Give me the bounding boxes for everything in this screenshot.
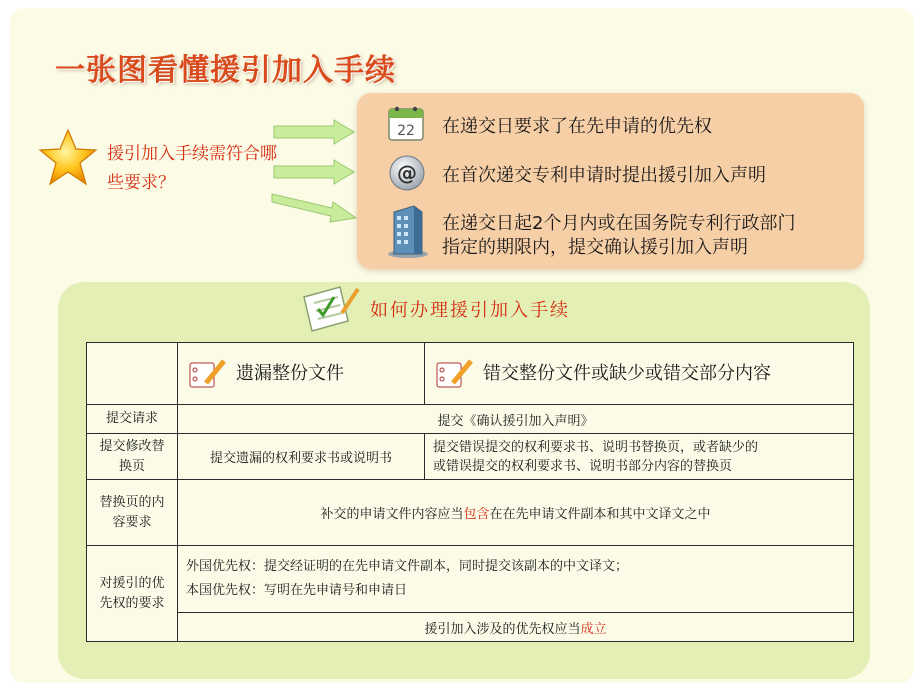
- row-label-line: 替换页的内: [99, 494, 165, 510]
- header-wrong-file: [425, 343, 854, 405]
- cell-submit-value: 提交《确认援引加入声明》: [178, 405, 854, 434]
- requirement-text-2: 在首次递交专利申请时提出援引加入声明: [442, 165, 766, 186]
- calendar-day: 22: [397, 123, 415, 139]
- row-label-line: 对援引的优: [99, 575, 165, 591]
- header-missing-whole-file: [178, 343, 425, 405]
- building-icon: [386, 204, 430, 258]
- pencil-icon: [186, 357, 226, 391]
- row-label-line: 先权的要求: [99, 595, 165, 611]
- cell-line: 提交错误提交的权利要求书、说明书替换页，或者缺少的: [433, 439, 759, 455]
- cell-replacement-missing: 提交遗漏的权利要求书或说明书: [178, 434, 425, 480]
- cell-content-requirement: [178, 480, 854, 546]
- row-label-priority: [87, 546, 178, 642]
- table-header-row: [87, 343, 854, 405]
- highlight-text: 包含: [463, 507, 490, 522]
- text-part: 在在先申请文件副本和其中文译文之中: [489, 507, 711, 522]
- page-title: 一张图看懂援引加入手续: [55, 53, 396, 88]
- how-to-title: 如何办理援引加入手续: [370, 300, 570, 321]
- table-row: [87, 546, 854, 613]
- cell-replacement-wrong: [425, 434, 854, 480]
- star-icon: [38, 128, 98, 188]
- requirement-text-3-line2: 指定的期限内，提交确认援引加入声明: [442, 237, 748, 258]
- calendar-icon: [386, 103, 426, 143]
- table-corner: [87, 343, 178, 405]
- row-label-line: 换页: [118, 458, 145, 474]
- row-label-line: 容要求: [112, 514, 152, 530]
- domestic-priority-text: 本国优先权：写明在先申请号和申请日: [186, 583, 408, 598]
- text-part: 补交的申请文件内容应当: [320, 507, 464, 522]
- at-sign-icon: [388, 154, 426, 192]
- row-label-line: 提交修改替: [99, 438, 165, 454]
- table-row: [87, 480, 854, 546]
- foreign-priority-text: 外国优先权：提交经证明的在先申请文件副本，同时提交该副本的中文译文；: [186, 559, 629, 574]
- question-text: 援引加入手续需符合哪些要求？: [107, 144, 277, 193]
- arrow-icon: [272, 118, 356, 146]
- procedure-table: [86, 342, 854, 642]
- cell-priority-valid: [178, 613, 854, 642]
- row-label-replacement: [87, 434, 178, 480]
- header-label-1: 遗漏整份文件: [236, 362, 344, 384]
- requirement-text-3: [442, 212, 795, 260]
- cell-line: 或错误提交的权利要求书、说明书部分内容的替换页: [433, 458, 733, 474]
- row-label-content: [87, 480, 178, 546]
- table-row: [87, 434, 854, 480]
- at-glyph: @: [397, 161, 417, 185]
- pencil-icon: [433, 357, 473, 391]
- checklist-icon: [300, 283, 360, 335]
- arrow-icon: [272, 158, 356, 186]
- highlight-text: 成立: [580, 621, 607, 637]
- cell-priority-details: [178, 546, 854, 613]
- text-part: 援引加入涉及的优先权应当: [424, 621, 581, 637]
- table-row: [87, 405, 854, 434]
- arrow-icon: [270, 186, 360, 226]
- row-label-submit: 提交请求: [87, 405, 178, 434]
- table-row: [87, 613, 854, 642]
- requirement-text-1: 在递交日要求了在先申请的优先权: [442, 116, 712, 137]
- requirement-text-3-line1: 在递交日起2个月内或在国务院专利行政部门: [442, 213, 796, 234]
- header-label-2: 错交整份文件或缺少或错交部分内容: [483, 362, 771, 384]
